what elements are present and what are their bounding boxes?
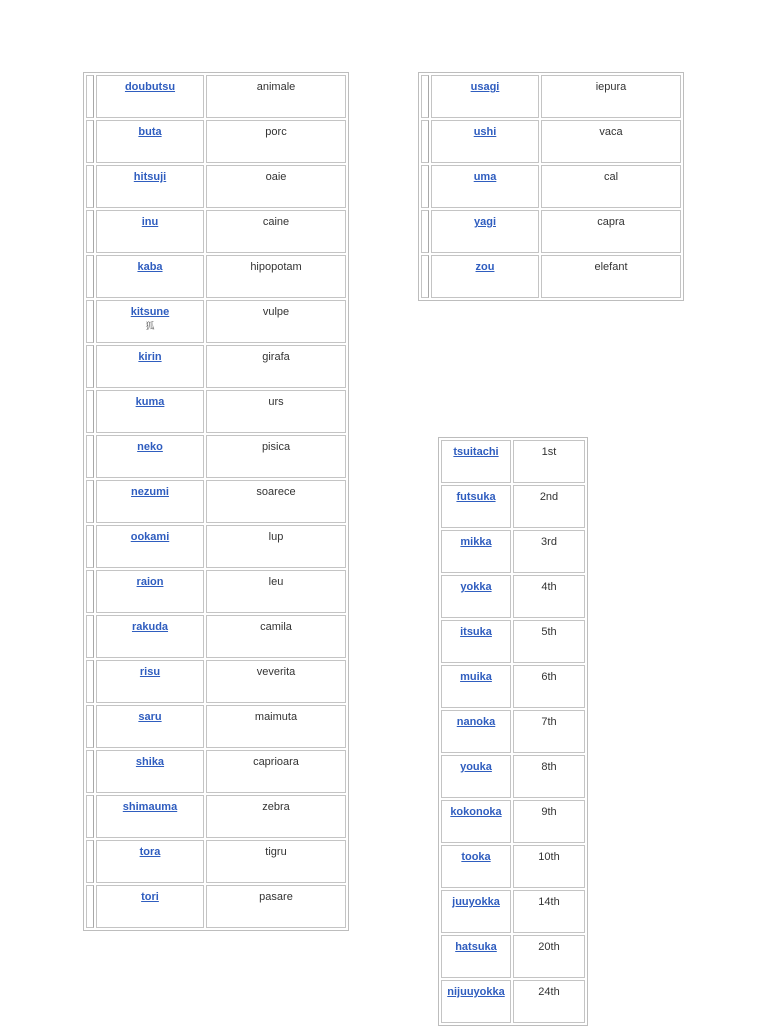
term-cell xyxy=(431,210,539,253)
meaning-cell: 4th xyxy=(513,575,585,618)
row-stub-cell xyxy=(86,660,94,703)
table-row xyxy=(441,710,585,753)
animals-table-1-body xyxy=(86,75,346,928)
meaning-cell: animale xyxy=(206,75,346,118)
term-cell xyxy=(96,570,204,613)
term-link[interactable]: kaba xyxy=(137,261,163,273)
term-link[interactable]: inu xyxy=(141,216,159,228)
table-row xyxy=(441,890,585,933)
table-row xyxy=(86,570,346,613)
meaning-cell: lup xyxy=(206,525,346,568)
meaning-cell: elefant xyxy=(541,255,681,298)
term-link[interactable]: kirin xyxy=(138,351,162,363)
row-stub-cell xyxy=(86,570,94,613)
row-stub-cell xyxy=(86,750,94,793)
row-stub-cell xyxy=(86,345,94,388)
animals-table-2-body xyxy=(421,75,681,298)
term-cell xyxy=(441,575,511,618)
term-cell xyxy=(96,345,204,388)
table-row xyxy=(86,300,346,343)
meaning-cell: 10th xyxy=(513,845,585,888)
term-cell xyxy=(96,435,204,478)
term-cell xyxy=(96,840,204,883)
table-row xyxy=(441,665,585,708)
term-link[interactable]: shimauma xyxy=(122,801,178,813)
meaning-cell: zebra xyxy=(206,795,346,838)
term-link[interactable]: itsuka xyxy=(460,626,492,638)
row-stub-cell xyxy=(86,525,94,568)
term-link[interactable]: kokonoka xyxy=(450,806,502,818)
term-link[interactable]: doubutsu xyxy=(124,81,176,93)
table-row xyxy=(86,345,346,388)
term-link[interactable]: muika xyxy=(460,671,492,683)
row-stub-cell xyxy=(86,210,94,253)
term-cell xyxy=(441,530,511,573)
term-link[interactable]: raion xyxy=(136,576,164,588)
term-cell xyxy=(96,795,204,838)
table-row xyxy=(86,615,346,658)
meaning-cell: porc xyxy=(206,120,346,163)
row-stub-cell xyxy=(421,165,429,208)
term-link[interactable]: youka xyxy=(460,761,492,773)
term-cell xyxy=(96,255,204,298)
term-link[interactable]: zou xyxy=(475,261,495,273)
table-row xyxy=(86,255,346,298)
term-link[interactable]: buta xyxy=(138,126,162,138)
row-stub-cell xyxy=(86,795,94,838)
table-row xyxy=(86,435,346,478)
meaning-cell: pisica xyxy=(206,435,346,478)
table-row xyxy=(441,620,585,663)
row-stub-cell xyxy=(421,210,429,253)
row-stub-cell xyxy=(86,120,94,163)
table-row xyxy=(441,980,585,1023)
table-row xyxy=(441,575,585,618)
row-stub-cell xyxy=(421,120,429,163)
term-cell xyxy=(96,705,204,748)
table-row xyxy=(441,530,585,573)
table-row xyxy=(86,705,346,748)
table-row xyxy=(441,485,585,528)
term-cell xyxy=(441,935,511,978)
meaning-cell: girafa xyxy=(206,345,346,388)
term-cell xyxy=(96,390,204,433)
term-link[interactable]: risu xyxy=(139,666,161,678)
meaning-cell: 3rd xyxy=(513,530,585,573)
table-row xyxy=(86,165,346,208)
term-cell xyxy=(96,660,204,703)
table-row xyxy=(86,840,346,883)
days-table xyxy=(438,437,588,1026)
term-link[interactable]: neko xyxy=(137,441,163,453)
row-stub-cell xyxy=(86,885,94,928)
table-row xyxy=(86,795,346,838)
meaning-cell: caine xyxy=(206,210,346,253)
row-stub-cell xyxy=(86,300,94,343)
term-cell xyxy=(96,210,204,253)
table-row xyxy=(86,120,346,163)
meaning-cell: 2nd xyxy=(513,485,585,528)
term-link[interactable]: tori xyxy=(141,891,159,903)
table-row xyxy=(86,750,346,793)
meaning-cell: cal xyxy=(541,165,681,208)
meaning-cell: tigru xyxy=(206,840,346,883)
meaning-cell: 1st xyxy=(513,440,585,483)
term-cell xyxy=(96,525,204,568)
row-stub-cell xyxy=(421,75,429,118)
term-link[interactable]: yagi xyxy=(473,216,496,228)
term-link[interactable]: nezumi xyxy=(131,486,169,498)
term-link[interactable]: futsuka xyxy=(456,491,496,503)
table-row xyxy=(441,935,585,978)
kanji-label: 狐 xyxy=(145,321,155,331)
term-link[interactable]: nanoka xyxy=(456,716,496,728)
term-cell xyxy=(431,255,539,298)
table-row xyxy=(86,525,346,568)
term-cell xyxy=(441,980,511,1023)
term-cell xyxy=(96,615,204,658)
meaning-cell: vaca xyxy=(541,120,681,163)
term-link[interactable]: rakuda xyxy=(131,621,169,633)
row-stub-cell xyxy=(86,705,94,748)
meaning-cell: 24th xyxy=(513,980,585,1023)
term-cell xyxy=(441,440,511,483)
term-link[interactable]: kitsune xyxy=(130,306,170,318)
table-row xyxy=(86,660,346,703)
term-link[interactable]: hitsuji xyxy=(133,171,167,183)
row-stub-cell xyxy=(86,255,94,298)
animals-table-2 xyxy=(418,72,684,301)
term-cell xyxy=(96,480,204,523)
term-cell xyxy=(431,120,539,163)
term-link[interactable]: shika xyxy=(135,756,165,768)
term-link[interactable]: tora xyxy=(139,846,161,858)
meaning-cell: 7th xyxy=(513,710,585,753)
term-cell xyxy=(431,75,539,118)
term-cell xyxy=(441,485,511,528)
term-link[interactable]: yokka xyxy=(460,581,492,593)
meaning-cell: leu xyxy=(206,570,346,613)
term-link[interactable]: tsuitachi xyxy=(453,446,499,458)
meaning-cell: capra xyxy=(541,210,681,253)
table-row xyxy=(86,390,346,433)
term-link[interactable]: kuma xyxy=(135,396,165,408)
term-link[interactable]: uma xyxy=(473,171,497,183)
term-cell xyxy=(96,300,204,343)
row-stub-cell xyxy=(86,165,94,208)
meaning-cell: 14th xyxy=(513,890,585,933)
row-stub-cell xyxy=(421,255,429,298)
term-cell xyxy=(441,665,511,708)
row-stub-cell xyxy=(86,615,94,658)
table-row xyxy=(441,755,585,798)
table-row xyxy=(421,75,681,118)
row-stub-cell xyxy=(86,390,94,433)
term-cell xyxy=(96,885,204,928)
row-stub-cell xyxy=(86,435,94,478)
meaning-cell: 9th xyxy=(513,800,585,843)
term-link[interactable]: usagi xyxy=(470,81,500,93)
table-row xyxy=(421,120,681,163)
meaning-cell: oaie xyxy=(206,165,346,208)
meaning-cell: pasare xyxy=(206,885,346,928)
term-link[interactable]: ookami xyxy=(130,531,170,543)
table-row xyxy=(421,210,681,253)
table-row xyxy=(86,885,346,928)
term-cell xyxy=(441,710,511,753)
meaning-cell: camila xyxy=(206,615,346,658)
term-cell xyxy=(96,165,204,208)
meaning-cell: urs xyxy=(206,390,346,433)
table-row xyxy=(441,440,585,483)
term-cell xyxy=(441,755,511,798)
meaning-cell: caprioara xyxy=(206,750,346,793)
term-link[interactable]: ushi xyxy=(473,126,497,138)
term-link[interactable]: saru xyxy=(138,711,162,723)
row-stub-cell xyxy=(86,840,94,883)
table-row xyxy=(441,845,585,888)
meaning-cell: 5th xyxy=(513,620,585,663)
meaning-cell: 20th xyxy=(513,935,585,978)
row-stub-cell xyxy=(86,480,94,523)
table-row xyxy=(441,800,585,843)
term-cell xyxy=(96,120,204,163)
meaning-cell: iepura xyxy=(541,75,681,118)
row-stub-cell xyxy=(86,75,94,118)
table-row xyxy=(421,255,681,298)
term-cell xyxy=(96,750,204,793)
term-cell xyxy=(441,890,511,933)
term-link[interactable]: mikka xyxy=(460,536,492,548)
meaning-cell: vulpe xyxy=(206,300,346,343)
term-cell xyxy=(441,845,511,888)
meaning-cell: 6th xyxy=(513,665,585,708)
term-cell xyxy=(96,75,204,118)
term-cell xyxy=(441,620,511,663)
meaning-cell: soarece xyxy=(206,480,346,523)
meaning-cell: 8th xyxy=(513,755,585,798)
term-link[interactable]: nijuuyokka xyxy=(447,986,505,998)
term-cell xyxy=(431,165,539,208)
meaning-cell: hipopotam xyxy=(206,255,346,298)
table-row xyxy=(86,480,346,523)
days-table-body xyxy=(441,440,585,1023)
meaning-cell: veverita xyxy=(206,660,346,703)
meaning-cell: maimuta xyxy=(206,705,346,748)
table-row xyxy=(86,210,346,253)
term-link[interactable]: tooka xyxy=(461,851,491,863)
term-cell xyxy=(441,800,511,843)
table-row xyxy=(421,165,681,208)
term-link[interactable]: juuyokka xyxy=(452,896,500,908)
animals-table-1 xyxy=(83,72,349,931)
table-row xyxy=(86,75,346,118)
term-link[interactable]: hatsuka xyxy=(455,941,497,953)
